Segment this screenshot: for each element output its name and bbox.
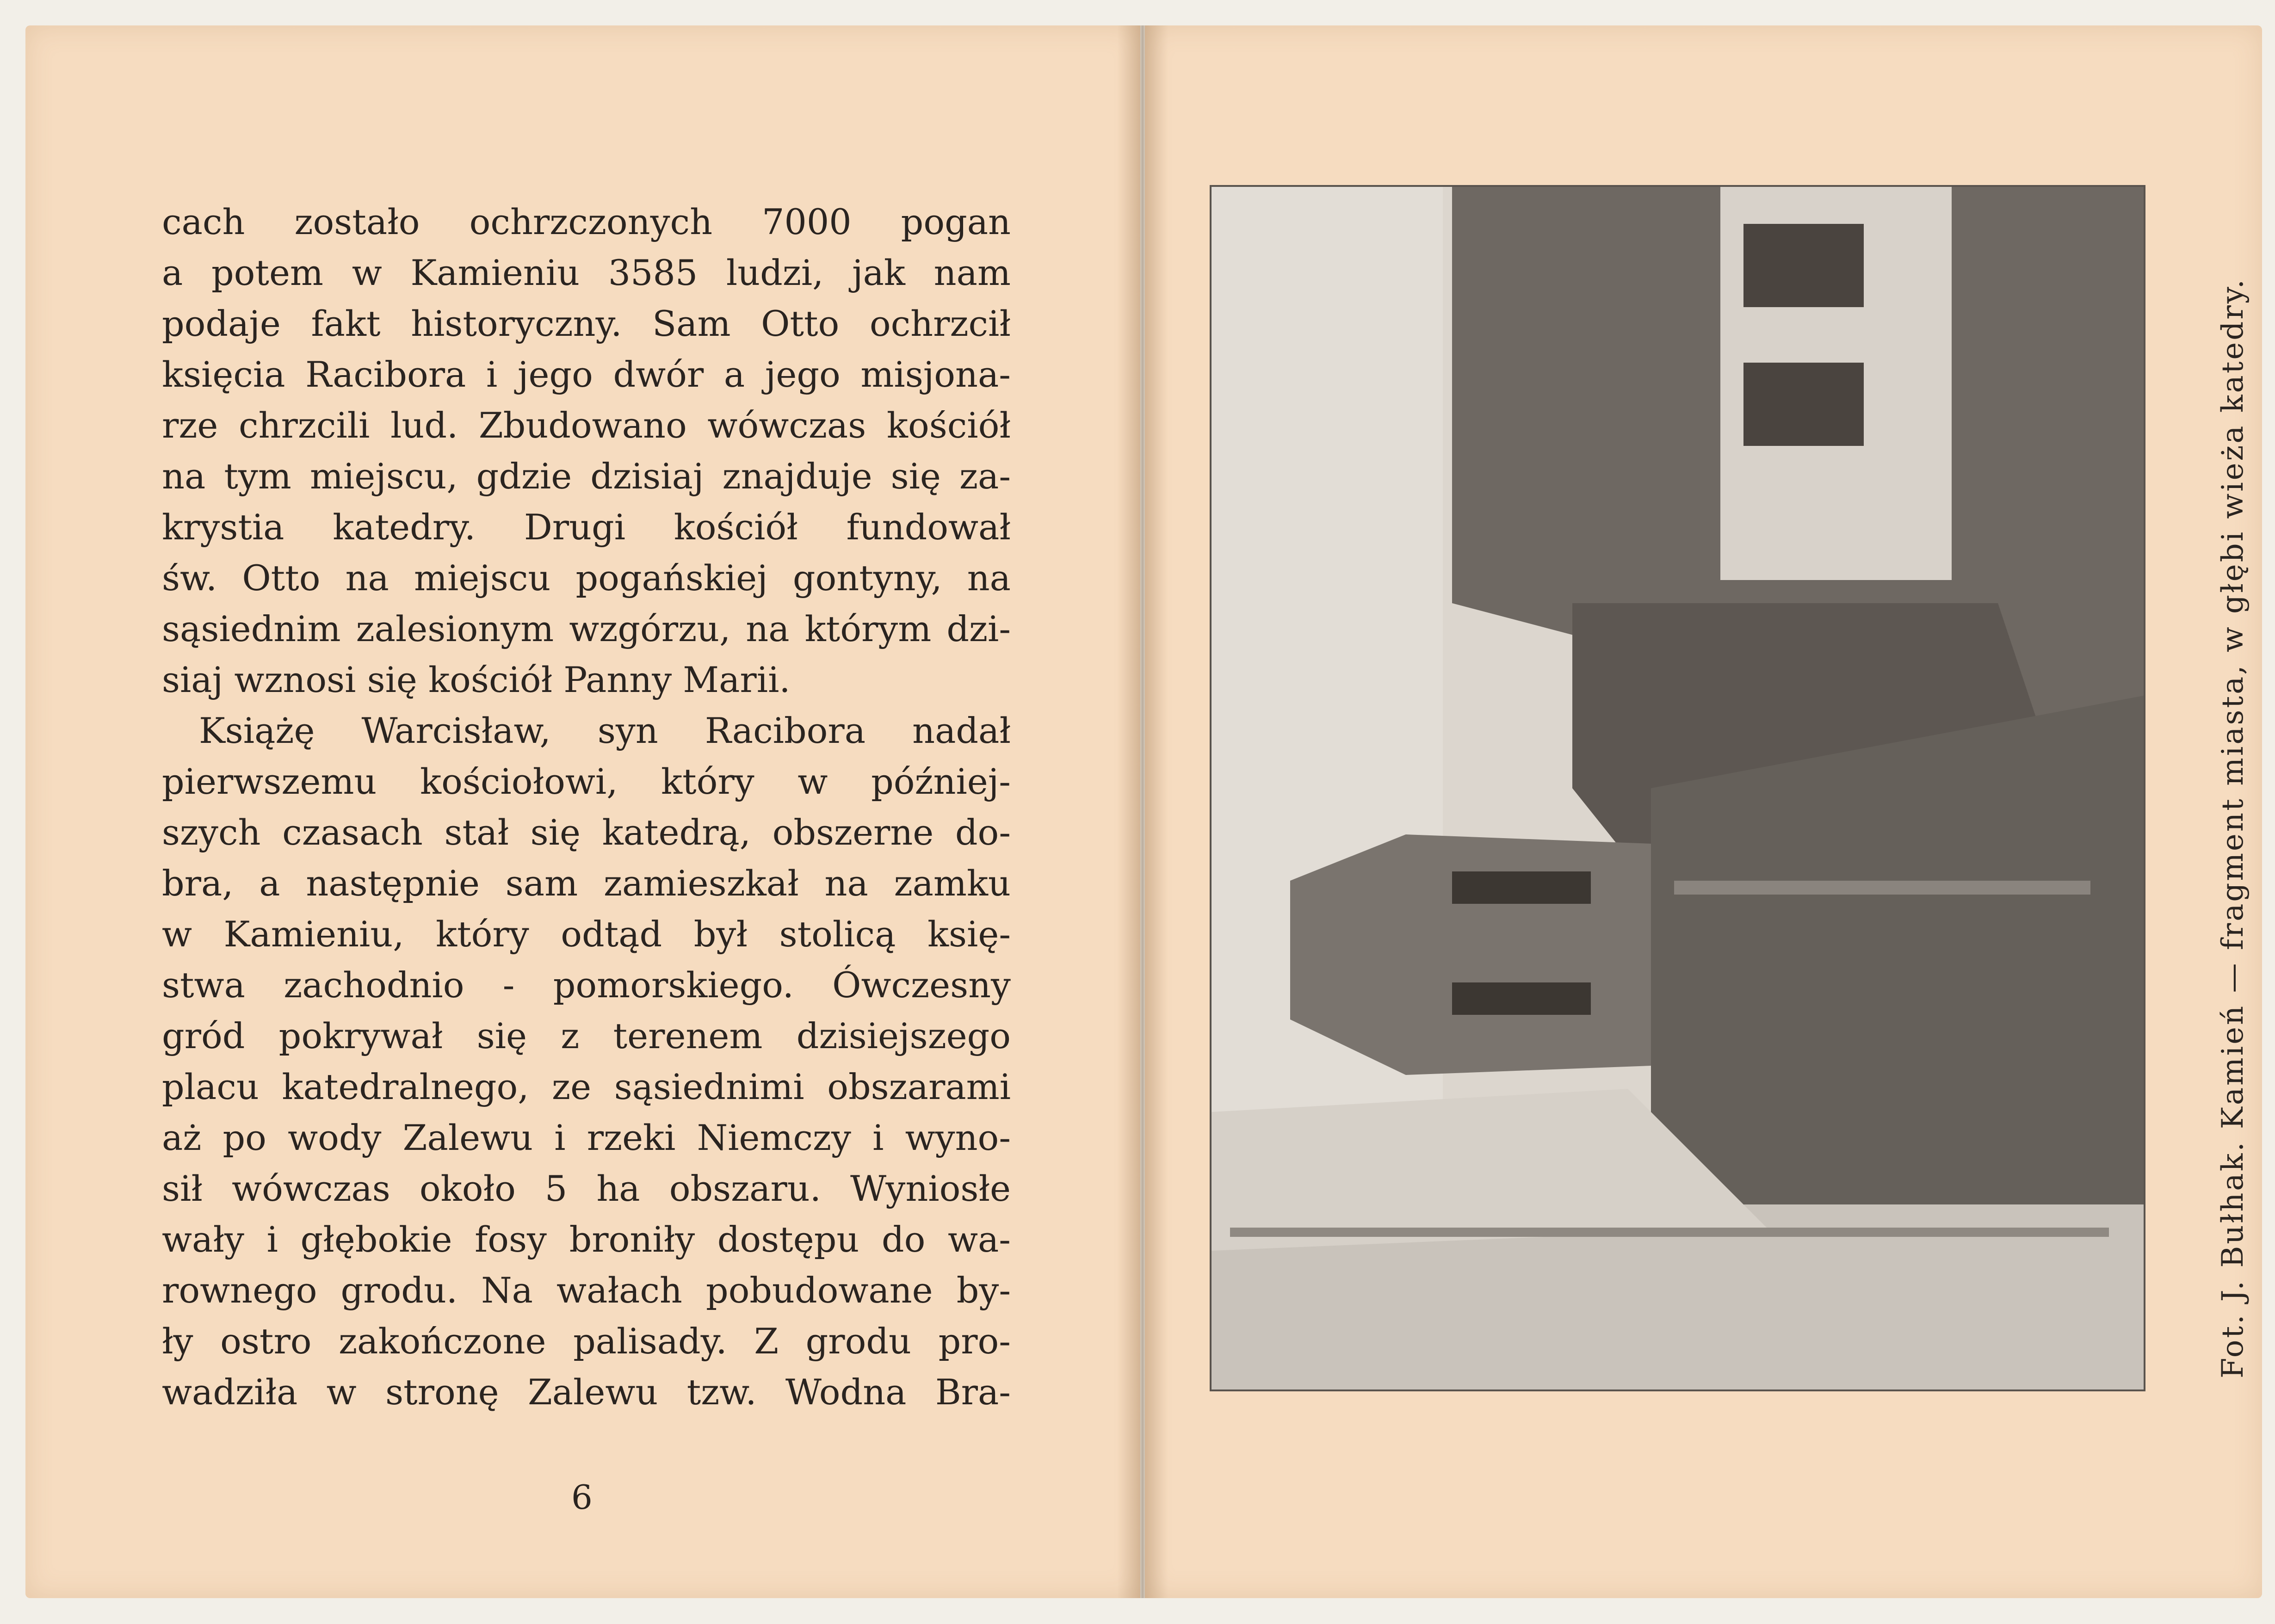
- body-text: [162, 197, 1011, 1418]
- text-line: rownego grodu. Na wałach pobudowane by-: [162, 1270, 1011, 1311]
- text-line: rze chrzcili lud. Zbudowano wówczas kościół: [162, 405, 1011, 446]
- text-line: aż po wody Zalewu i rzeki Niemczy i wyno-: [162, 1117, 1011, 1158]
- text-line: św. Otto na miejscu pogańskiej gontyny, na: [162, 557, 1011, 599]
- text-line: szych czasach stał się katedrą, obszerne do-: [162, 812, 1011, 853]
- text-line: cach zostało ochrzczonych 7000 pogan: [162, 201, 1011, 242]
- text-line: sił wówczas około 5 ha obszaru. Wyniosłe: [162, 1168, 1011, 1209]
- text-line: wadziła w stronę Zalewu tzw. Wodna Bra-: [162, 1371, 1011, 1413]
- photo-image: [1212, 187, 2144, 1389]
- text-line: siaj wznosi się kościół Panny Marii.: [162, 659, 791, 700]
- text-line: na tym miejscu, gdzie dzisiaj znajduje się za-: [162, 456, 1011, 497]
- text-line: krystia katedry. Drugi kościół fundował: [162, 506, 1011, 548]
- text-line: ły ostro zakończone palisady. Z grodu pro-: [162, 1321, 1011, 1362]
- text-line: wały i głębokie fosy broniły dostępu do wa-: [162, 1219, 1011, 1260]
- text-line: w Kamieniu, który odtąd był stolicą księ-: [162, 914, 1011, 955]
- town-photograph: [1210, 185, 2145, 1391]
- text-line: pierwszemu kościołowi, który w później-: [162, 761, 1011, 802]
- text-line: sąsiednim zalesionym wzgórzu, na którym dzi-: [162, 608, 1011, 649]
- text-line: księcia Racibora i jego dwór a jego misjona-: [162, 354, 1011, 395]
- photo-caption: Fot. J. Bułhak. Kamień — fragment miasta, w głębi wieża katedry.: [2216, 278, 2250, 1378]
- text-line: a potem w Kamieniu 3585 ludzi, jak nam: [162, 252, 1011, 293]
- page-number: 6: [571, 1478, 593, 1517]
- text-line: Książę Warcisław, syn Racibora nadał: [199, 710, 1011, 751]
- text-line: podaje fakt historyczny. Sam Otto ochrzcił: [162, 303, 1011, 344]
- book-gutter: [1117, 25, 1168, 1598]
- text-line: stwa zachodnio - pomorskiego. Ówczesny: [162, 964, 1011, 1006]
- left-page: [25, 25, 1140, 1598]
- text-line: placu katedralnego, ze sąsiednimi obszarami: [162, 1066, 1011, 1107]
- text-line: bra, a następnie sam zamieszkał na zamku: [162, 863, 1011, 904]
- text-line: gród pokrywał się z terenem dzisiejszego: [162, 1015, 1011, 1056]
